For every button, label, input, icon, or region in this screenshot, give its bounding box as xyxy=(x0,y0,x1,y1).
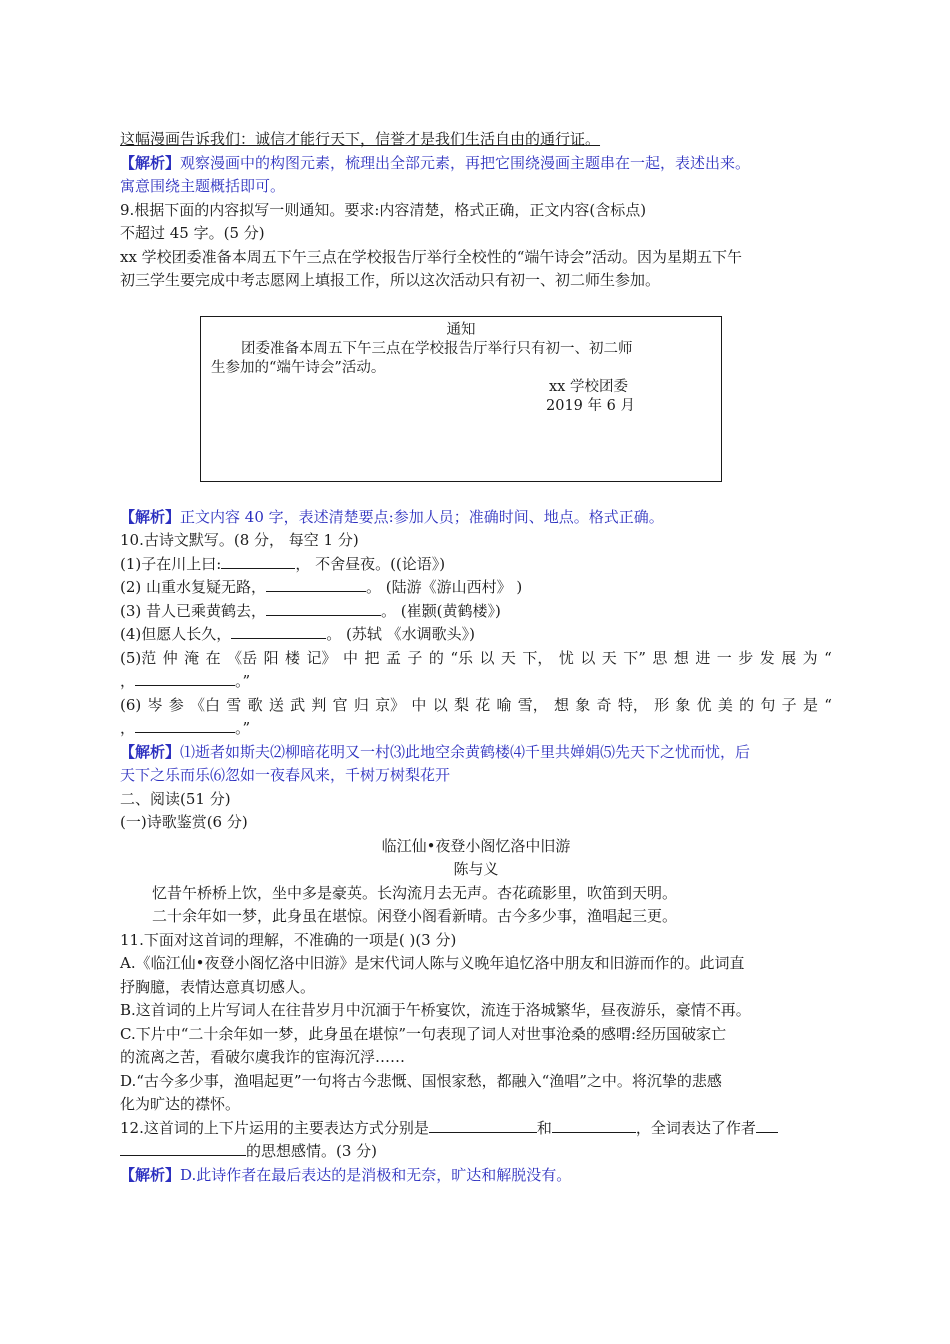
glyph: 喻 xyxy=(496,695,512,714)
glyph: 天 xyxy=(500,648,516,667)
glyph: 奇 xyxy=(596,695,612,714)
glyph: 把 xyxy=(364,648,380,667)
glyph: 中 xyxy=(411,695,427,714)
item-text: 和 xyxy=(536,1118,552,1137)
answer-blank[interactable] xyxy=(266,600,381,616)
q10-item-5 xyxy=(120,647,832,671)
answer-blank[interactable] xyxy=(221,553,295,569)
glyph: (5)范 xyxy=(120,648,157,667)
glyph: 特， xyxy=(617,695,648,714)
glyph: 梨 xyxy=(453,695,469,714)
glyph: 句 xyxy=(760,695,776,714)
poem-stanza: 忆昔午桥桥上饮，坐中多是豪英。长沟流月去无声。杏花疏影里，吹笛到天明。 xyxy=(152,883,678,902)
analysis-tag: 【解析】 xyxy=(120,153,181,172)
item-text: 。” xyxy=(235,672,251,690)
answer-blank[interactable] xyxy=(429,1117,537,1133)
glyph: 以 xyxy=(432,695,448,714)
glyph: 记》 xyxy=(306,648,337,667)
q9-prompt: 9.根据下面的内容拟写一则通知。要求:内容清楚，格式正确，正文内容(含标点) xyxy=(120,200,647,219)
poem-stanza: 二十余年如一梦，此身虽在堪惊。闲登小阁看新晴。古今多少事，渔唱起三更。 xyxy=(152,907,678,925)
answer-blank[interactable] xyxy=(231,623,326,639)
q10-analysis xyxy=(120,741,832,765)
glyph: 子 xyxy=(781,695,797,714)
notice-answer-box xyxy=(200,316,722,482)
q11-option-d-cont: 化为旷达的襟怀。 xyxy=(120,1095,241,1113)
answer-blank[interactable] xyxy=(266,576,366,592)
analysis-tag: 【解析】 xyxy=(120,742,181,761)
glyph: 阳 xyxy=(263,648,279,667)
item-text: 的思想感情。(3 分) xyxy=(246,1142,378,1160)
q10-prompt: 10.古诗文默写。(8 分， 每空 1 分) xyxy=(120,531,359,549)
glyph: 《岳 xyxy=(227,648,258,667)
q11-option-c-cont: 的流离之苦，看破尔虞我诈的宦海沉浮…… xyxy=(120,1048,406,1066)
notice-body-cont: 生参加的“端午诗会”活动。 xyxy=(211,360,386,376)
item-text: 。 (崔颢(黄鹤楼》) xyxy=(381,601,501,620)
document-page xyxy=(120,128,832,1187)
q9-material-cont: 初三学生要完成中考志愿网上填报工作，所以这次活动只有初一、初二师生参加。 xyxy=(120,271,661,289)
q10-analysis-cont: 天下之乐而乐⑹忽如一夜春风来，千树万树梨花开 xyxy=(120,766,451,784)
glyph: “乐 xyxy=(450,648,473,667)
glyph: 在 xyxy=(205,648,221,667)
answer-blank[interactable] xyxy=(135,670,235,686)
glyph: 思 xyxy=(652,648,668,667)
glyph: 的 xyxy=(428,648,444,667)
glyph: 以 xyxy=(479,648,495,667)
glyph: 仲 xyxy=(162,648,178,667)
q10-item-2 xyxy=(120,576,832,600)
glyph: 雪， xyxy=(517,695,548,714)
glyph: 参 xyxy=(168,695,184,714)
glyph: 的 xyxy=(739,695,755,714)
q10-item-6 xyxy=(120,694,832,718)
q11-option-c: C.下片中“二十余年如一梦，此身虽在堪惊”一句表现了词人对世事沧桑的感喟:经历国破家亡 xyxy=(120,1024,727,1043)
poem-title: 临江仙•夜登小阁忆洛中旧游 xyxy=(381,836,571,855)
glyph: 天 xyxy=(601,648,617,667)
cartoon-meaning: 这幅漫画告诉我们：诚信才能行天下，信誉才是我们生活自由的通行证。 xyxy=(120,130,601,148)
glyph: 忧 xyxy=(558,648,574,667)
glyph: 归 xyxy=(353,695,369,714)
glyph: 是 xyxy=(802,695,818,714)
q10-item-1 xyxy=(120,553,832,577)
analysis-text: ⑴逝者如斯夫⑵柳暗花明又一村⑶此地空余黄鹤楼⑷千里共婵娟⑸先天下之忧而忧，后 xyxy=(180,742,751,761)
item-text: (2) 山重水复疑无路， xyxy=(120,578,267,596)
glyph: 雪 xyxy=(226,695,242,714)
glyph: 象 xyxy=(675,695,691,714)
item-text: ， 不舍昼夜。((论语》) xyxy=(295,554,446,573)
glyph: 优 xyxy=(696,695,712,714)
q12-prompt-cont xyxy=(120,1140,832,1164)
glyph: 进 xyxy=(695,648,711,667)
q9-material: xx 学校团委准备本周五下午三点在学校报告厅举行全校性的“端午诗会”活动。因为星期五下午 xyxy=(120,247,743,266)
answer-blank[interactable] xyxy=(552,1117,636,1133)
glyph: 发 xyxy=(759,648,775,667)
q11-option-a-cont: 抒胸臆，表情达意真切感人。 xyxy=(120,977,316,996)
answer-blank[interactable] xyxy=(120,1140,246,1156)
item-text: ， xyxy=(120,719,136,737)
notice-signature: xx 学校团委 xyxy=(549,379,628,395)
q9-analysis xyxy=(120,506,832,530)
q11-option-d: D.“古今多少事，渔唱起更”一句将古今悲慨、国恨家愁，都融入“渔唱”之中。将沉挚的悲感 xyxy=(120,1071,722,1090)
analysis-text: 正文内容 40 字，表述清楚要点:参加人员；准确时间、地点。格式正确。 xyxy=(180,507,664,526)
glyph: 楼 xyxy=(285,648,301,667)
item-text: ，全词表达了作者 xyxy=(635,1118,756,1137)
item-text: 。 (陆游《游山西村》 ) xyxy=(366,578,523,596)
glyph: 判 xyxy=(311,695,327,714)
glyph: 下” xyxy=(623,648,646,667)
q12-prompt xyxy=(120,1117,832,1141)
answer-blank[interactable] xyxy=(135,717,235,733)
glyph: 展 xyxy=(781,648,797,667)
item-text: 12.这首词的上下片运用的主要表达方式分别是 xyxy=(120,1118,429,1137)
glyph: 官 xyxy=(332,695,348,714)
q9-prompt-cont: 不超过 45 字。(5 分) xyxy=(120,224,265,242)
glyph: 花 xyxy=(475,695,491,714)
poem-author: 陈与义 xyxy=(453,860,499,878)
subsection-heading: (一)诗歌鉴赏(6 分) xyxy=(120,813,248,831)
glyph: “ xyxy=(824,648,832,667)
glyph: 《白 xyxy=(190,695,221,714)
q10-item-4 xyxy=(120,623,832,647)
item-text: 。” xyxy=(235,719,251,737)
q11-prompt: 11.下面对这首词的理解，不准确的一项是( )(3 分) xyxy=(120,930,457,949)
notice-date: 2019 年 6 月 xyxy=(546,398,635,414)
q10-item-3 xyxy=(120,600,832,624)
item-text: 。 (苏轼 《水调歌头》) xyxy=(326,625,475,643)
notice-title: 通知 xyxy=(446,322,476,338)
analysis-paragraph xyxy=(120,152,832,176)
analysis-text-cont: 寓意围绕主题概括即可。 xyxy=(120,177,286,195)
item-text: (4)但愿人长久， xyxy=(120,625,232,643)
glyph: 下， xyxy=(522,648,553,667)
glyph: 以 xyxy=(580,648,596,667)
glyph: 形 xyxy=(654,695,670,714)
glyph: 步 xyxy=(738,648,754,667)
glyph: 想 xyxy=(554,695,570,714)
item-text: ， xyxy=(120,672,136,690)
glyph: (6) xyxy=(120,695,142,714)
glyph: 中 xyxy=(342,648,358,667)
section-heading: 二、阅读(51 分) xyxy=(120,789,231,808)
analysis-text: D.此诗作者在最后表达的是消极和无奈，旷达和解脱没有。 xyxy=(180,1165,572,1184)
notice-body: 团委准备本周五下午三点在学校报告厅举行只有初一、初二师 xyxy=(241,341,633,357)
glyph: 武 xyxy=(290,695,306,714)
analysis-text: 观察漫画中的构图元素，梳理出全部元素，再把它围绕漫画主题串在一起，表述出来。 xyxy=(180,153,751,172)
analysis-tag: 【解析】 xyxy=(120,1165,181,1184)
glyph: 一 xyxy=(716,648,732,667)
glyph: 子 xyxy=(407,648,423,667)
item-text: (3) 昔人已乘黄鹤去， xyxy=(120,601,267,620)
q11-option-a: A.《临江仙•夜登小阁忆洛中旧游》是宋代词人陈与义晚年追忆洛中朋友和旧游而作的。此词直 xyxy=(120,954,745,972)
q10-item-6-cont xyxy=(120,717,832,741)
glyph: 象 xyxy=(575,695,591,714)
q10-item-5-cont xyxy=(120,670,832,694)
glyph: 岑 xyxy=(147,695,163,714)
glyph: 美 xyxy=(717,695,733,714)
glyph: 歌 xyxy=(247,695,263,714)
glyph: 京》 xyxy=(375,695,406,714)
glyph: 孟 xyxy=(385,648,401,667)
glyph: 为 xyxy=(802,648,818,667)
q12-analysis xyxy=(120,1164,832,1188)
glyph: “ xyxy=(824,695,832,714)
item-text: (1)子在川上曰: xyxy=(120,554,222,573)
glyph: 想 xyxy=(673,648,689,667)
glyph: 送 xyxy=(268,695,284,714)
analysis-tag: 【解析】 xyxy=(120,507,181,526)
glyph: 淹 xyxy=(184,648,200,667)
answer-blank[interactable] xyxy=(756,1117,778,1133)
q11-option-b: B.这首词的上片写词人在往昔岁月中沉湎于午桥宴饮，流连于洛城繁华，昼夜游乐，豪情不再。 xyxy=(120,1001,751,1019)
